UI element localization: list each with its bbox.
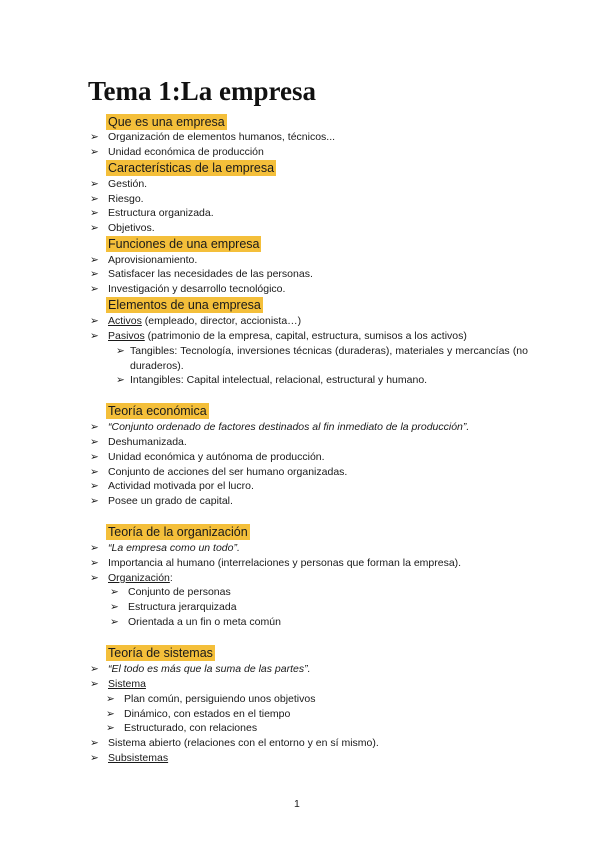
list-item-pasivos: ➢ Pasivos (patrimonio de la empresa, capital, estructura, sumisos a los activos) [90, 330, 467, 342]
arrow-bullet-icon: ➢ [90, 222, 99, 234]
sub-item: ➢ Orientada a un fin o meta común [110, 616, 281, 628]
sub-item: ➢ Estructura jerarquizada [110, 601, 237, 613]
list-item: ➢ Investigación y desarrollo tecnológico. [90, 283, 286, 295]
sub-item: ➢ Estructurado, con relaciones [106, 722, 258, 734]
arrow-bullet-icon: ➢ [90, 495, 99, 507]
list-item-quote: ➢ “Conjunto ordenado de factores destinados al fin inmediato de la producción”. [90, 421, 470, 433]
arrow-bullet-icon: ➢ [106, 708, 115, 720]
list-item-sistema [90, 677, 530, 692]
arrow-bullet-icon: ➢ [90, 480, 99, 492]
heading-caracteristicas: Características de la empresa [108, 161, 275, 175]
arrow-bullet-icon: ➢ [90, 283, 99, 295]
arrow-bullet-icon: ➢ [90, 572, 99, 584]
arrow-bullet-icon: ➢ [90, 557, 99, 569]
list-item: ➢ Gestión. [90, 178, 148, 190]
sub-item: ➢ Plan común, persiguiendo unos objetivos [106, 693, 316, 705]
list-item: ➢ Aprovisionamiento. [90, 254, 198, 266]
heading-teoria-economica: Teoría económica [108, 404, 207, 418]
list-item: ➢ Estructura organizada. [90, 207, 214, 219]
list-item-quote: ➢ “La empresa como un todo”. [90, 542, 240, 554]
list-item: ➢ Objetivos. [90, 222, 155, 234]
sub-item-intangibles: ➢ Intangibles: Capital intelectual, relacional, estructural y humano. [116, 374, 428, 386]
list-item: ➢ Unidad económica y autónoma de producción. [90, 451, 325, 463]
arrow-bullet-icon: ➢ [90, 330, 99, 342]
list-item: ➢ Deshumanizada. [90, 436, 187, 448]
list-item: ➢ Riesgo. [90, 193, 144, 205]
arrow-bullet-icon: ➢ [90, 178, 99, 190]
arrow-bullet-icon: ➢ [90, 436, 99, 448]
arrow-bullet-icon: ➢ [110, 586, 119, 598]
heading-teoria-organizacion: Teoría de la organización [108, 525, 248, 539]
arrow-bullet-icon: ➢ [90, 315, 99, 327]
arrow-bullet-icon: ➢ [90, 421, 99, 433]
arrow-bullet-icon: ➢ [116, 345, 125, 357]
arrow-bullet-icon: ➢ [90, 193, 99, 205]
list-item-activos: ➢ Activos (empleado, director, accionista…) [90, 315, 302, 327]
arrow-bullet-icon: ➢ [90, 542, 99, 554]
arrow-bullet-icon: ➢ [90, 254, 99, 266]
heading-elementos: Elementos de una empresa [108, 298, 261, 312]
arrow-bullet-icon: ➢ [90, 663, 99, 675]
page-title: Tema 1:La empresa [88, 76, 316, 106]
list-item: ➢ Organización de elementos humanos, técnicos... [90, 131, 336, 143]
arrow-bullet-icon: ➢ [90, 146, 99, 158]
arrow-bullet-icon: ➢ [90, 451, 99, 463]
list-item-subsistemas [90, 751, 530, 766]
list-item: ➢ Posee un grado de capital. [90, 495, 233, 507]
arrow-bullet-icon: ➢ [90, 131, 99, 143]
list-item: ➢ Unidad económica de producción [90, 146, 264, 158]
sub-item: ➢ Dinámico, con estados en el tiempo [106, 708, 291, 720]
heading-teoria-sistemas: Teoría de sistemas [108, 646, 213, 660]
arrow-bullet-icon: ➢ [90, 752, 99, 764]
arrow-bullet-icon: ➢ [90, 207, 99, 219]
arrow-bullet-icon: ➢ [106, 722, 115, 734]
organizacion-label: Organización [108, 572, 170, 584]
arrow-bullet-icon: ➢ [116, 374, 125, 386]
sub-item-tangibles: ➢ Tangibles: Tecnología, inversiones técnicas (duraderas), materiales y mercancías (no duraderos). [116, 345, 528, 372]
page-number: 1 [294, 798, 300, 810]
list-item-quote: ➢ “El todo es más que la suma de las partes”. [90, 663, 311, 675]
list-item: ➢ Conjunto de acciones del ser humano organizadas. [90, 466, 348, 478]
heading-funciones: Funciones de una empresa [108, 237, 260, 251]
arrow-bullet-icon: ➢ [90, 466, 99, 478]
heading-que-es: Que es una empresa [108, 115, 225, 129]
list-item-organizacion: ➢ Organización: [90, 572, 173, 584]
arrow-bullet-icon: ➢ [90, 678, 99, 690]
list-item: ➢ Actividad motivada por el lucro. [90, 480, 254, 492]
arrow-bullet-icon: ➢ [110, 601, 119, 613]
pasivos-label: Pasivos [108, 330, 145, 342]
subsistemas-label: Subsistemas [108, 752, 169, 764]
list-item: ➢ Satisfacer las necesidades de las personas. [90, 268, 313, 280]
activos-label: Activos [108, 315, 142, 327]
list-item: ➢ Sistema abierto (relaciones con el entorno y en sí mismo). [90, 737, 379, 749]
arrow-bullet-icon: ➢ [106, 693, 115, 705]
list-item: ➢ Importancia al humano (interrelaciones y personas que forman la empresa). [90, 557, 462, 569]
arrow-bullet-icon: ➢ [110, 616, 119, 628]
sistema-label: Sistema [108, 678, 146, 690]
sub-item: ➢ Conjunto de personas [110, 586, 231, 598]
arrow-bullet-icon: ➢ [90, 737, 99, 749]
arrow-bullet-icon: ➢ [90, 268, 99, 280]
